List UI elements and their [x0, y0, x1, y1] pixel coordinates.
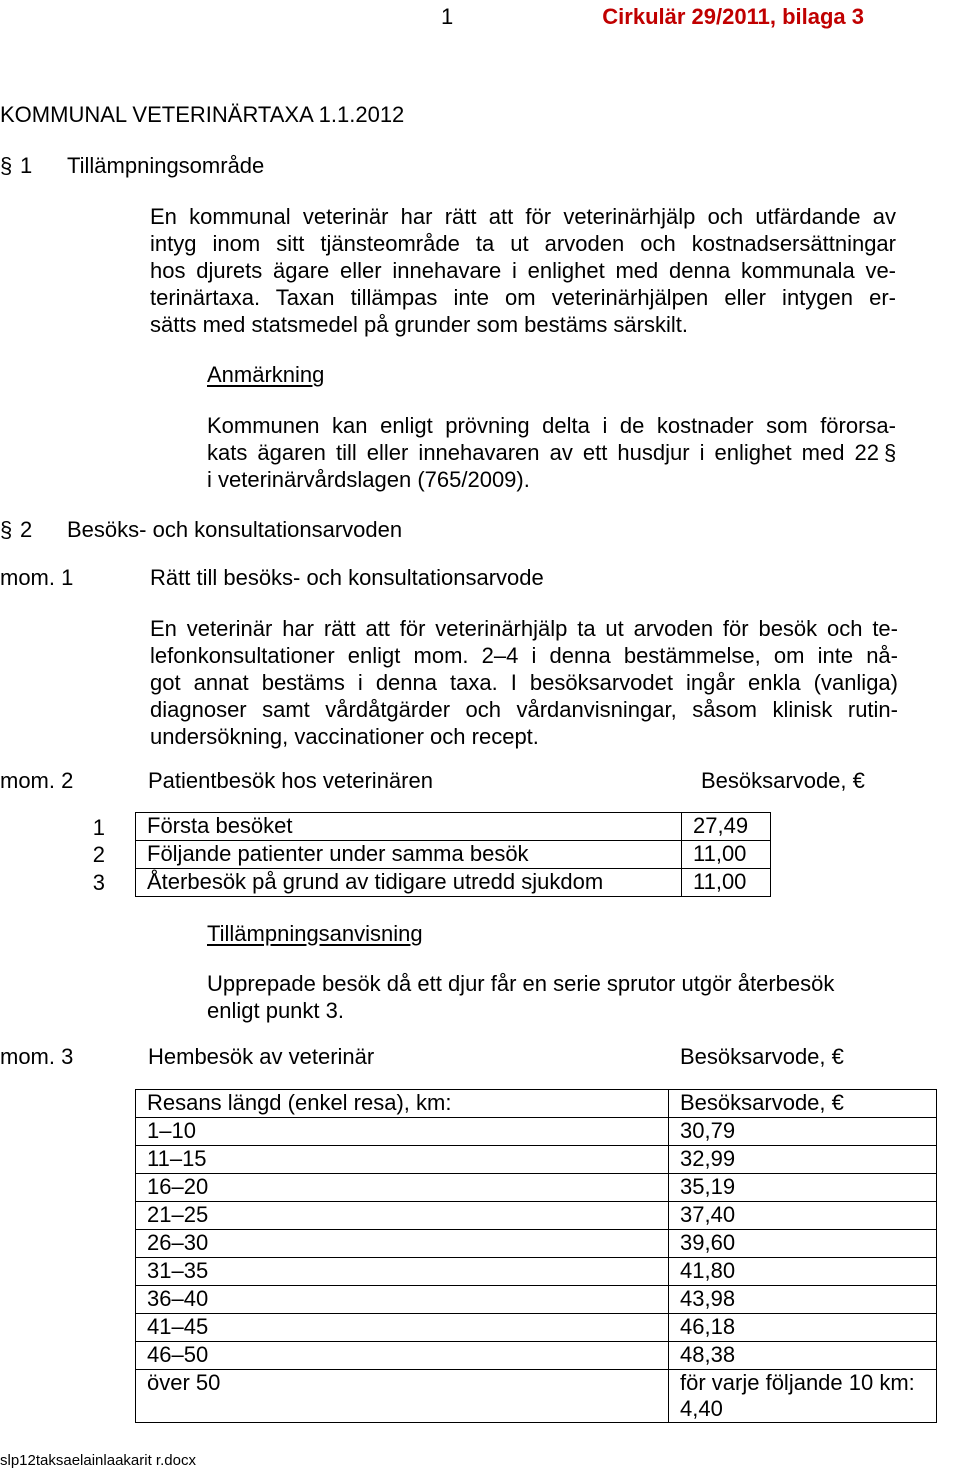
table-header-row: [136, 1090, 937, 1118]
table-cell-fee: 11,00: [682, 869, 771, 897]
table-row: [136, 1230, 937, 1258]
table-cell-fee: 32,99: [669, 1146, 937, 1174]
fee-note: för varje följande 10 km:: [680, 1370, 915, 1395]
paragraph-line: undersökning, vaccinationer och recept.: [150, 724, 539, 749]
table-cell-distance: 46–50: [136, 1342, 669, 1370]
table-cell-fee: 37,40: [669, 1202, 937, 1230]
table-row: [136, 1146, 937, 1174]
table-row: [136, 1174, 937, 1202]
table-cell-distance: 31–35: [136, 1258, 669, 1286]
section-1-number: 1: [20, 153, 33, 178]
table-cell-fee: 11,00: [682, 841, 771, 869]
table-cell-fee: 30,79: [669, 1118, 937, 1146]
note-line: Kommunen kan enligt prövning delta i de kostnader som förorsa-: [207, 413, 896, 438]
mom-3-title: Hembesök av veterinär: [148, 1044, 375, 1069]
paragraph-line: terinärtaxa. Taxan tillämpas inte om veterinärhjälpen eller intygen er-: [150, 285, 896, 310]
row-number: 1: [92, 815, 105, 840]
mom-2-label: mom. 2: [0, 768, 74, 793]
guidance-line: enligt punkt 3.: [207, 998, 344, 1023]
footer-filename: slp12taksaelainlaakarit r.docx: [0, 1452, 196, 1469]
table-cell-distance: 26–30: [136, 1230, 669, 1258]
table-cell-fee: [669, 1370, 937, 1423]
table-cell-fee: 41,80: [669, 1258, 937, 1286]
mom-3-fee-header: Besöksarvode, €: [680, 1044, 844, 1069]
paragraph-line: diagnoser samt vårdåtgärder och vårdanvisningar, såsom klinisk rutin-: [150, 697, 898, 722]
table-cell-distance: 41–45: [136, 1314, 669, 1342]
table-cell-distance: 36–40: [136, 1286, 669, 1314]
table-row: [136, 1202, 937, 1230]
paragraph-line: sätts med statsmedel på grunder som bestäms särskilt.: [150, 312, 688, 337]
table-cell-fee: 27,49: [682, 813, 771, 841]
row-number: 3: [92, 870, 105, 895]
table-header-distance: Resans längd (enkel resa), km:: [136, 1090, 669, 1118]
table-cell-distance: 11–15: [136, 1146, 669, 1174]
paragraph-line: hos djurets ägare eller innehavare i enlighet med denna kommunala ve-: [150, 258, 896, 283]
note-heading: Anmärkning: [207, 362, 325, 387]
paragraph-line: En veterinär har rätt att för veterinärhjälp ta ut arvoden för besök och te-: [150, 616, 898, 641]
table-cell-distance: 21–25: [136, 1202, 669, 1230]
mom-2-title: Patientbesök hos veterinären: [148, 768, 433, 793]
note-line: i veterinärvårdslagen (765/2009).: [207, 467, 530, 492]
table-row: [136, 1314, 937, 1342]
office-visit-fee-table: [135, 812, 771, 897]
table-row: [136, 1286, 937, 1314]
table-cell-distance: över 50: [136, 1370, 669, 1423]
page-number: 1: [441, 4, 454, 29]
mom-1-paragraph: [150, 615, 898, 750]
paragraph-line: lefonkonsultationer enligt mom. 2–4 i denna bestämmelse, om inte nå-: [150, 643, 898, 668]
table-cell-fee: 35,19: [669, 1174, 937, 1202]
table-row: [136, 1342, 937, 1370]
table-row: [136, 841, 771, 869]
section-sign: §: [0, 153, 13, 178]
table-cell-description: Första besöket: [136, 813, 682, 841]
guidance-line: Upprepade besök då ett djur får en serie sprutor utgör återbesök: [207, 971, 835, 996]
table-row: [136, 813, 771, 841]
section-2-title: Besöks- och konsultationsarvoden: [67, 517, 403, 542]
section-1-title: Tillämpningsområde: [67, 153, 265, 178]
mom-1-title: Rätt till besöks- och konsultationsarvode: [150, 565, 544, 590]
note-paragraph: [207, 412, 896, 493]
table-cell-fee: 43,98: [669, 1286, 937, 1314]
mom-3-label: mom. 3: [0, 1044, 74, 1069]
guidance-paragraph: [207, 970, 834, 1024]
section-1-heading: [0, 152, 12, 179]
table-cell-fee: 46,18: [669, 1314, 937, 1342]
table-row: [136, 1258, 937, 1286]
circular-reference: Cirkulär 29/2011, bilaga 3: [602, 4, 864, 29]
section-1-paragraph: [150, 203, 896, 338]
table-cell-description: Följande patienter under samma besök: [136, 841, 682, 869]
table-cell-distance: 16–20: [136, 1174, 669, 1202]
table-row: [136, 869, 771, 897]
section-2-sign: §: [0, 517, 13, 542]
home-visit-fee-table: [135, 1089, 937, 1423]
section-2-number: 2: [20, 517, 33, 542]
mom-1-label: mom. 1: [0, 565, 74, 590]
table-cell-distance: 1–10: [136, 1118, 669, 1146]
paragraph-line: En kommunal veterinär har rätt att för veterinärhjälp och utfärdande av: [150, 204, 896, 229]
paragraph-line: intyg inom sitt tjänsteområde ta ut arvoden och kostnadsersättningar: [150, 231, 896, 256]
table-row-last: [136, 1370, 937, 1423]
row-number: 2: [92, 842, 105, 867]
note-line: kats ägaren till eller innehavaren av ett husdjur i enlighet med 22: [207, 440, 879, 465]
table-cell-fee: 39,60: [669, 1230, 937, 1258]
fee-value: 4,40: [680, 1396, 723, 1421]
paragraph-line: got annat bestäms i denna taxa. I besöksarvodet ingår enkla (vanliga): [150, 670, 898, 695]
document-title: KOMMUNAL VETERINÄRTAXA 1.1.2012: [0, 102, 405, 127]
table-header-fee: Besöksarvode, €: [669, 1090, 937, 1118]
table-cell-fee: 48,38: [669, 1342, 937, 1370]
mom-2-fee-header: Besöksarvode, €: [701, 768, 865, 793]
table-row: [136, 1118, 937, 1146]
table-cell-description: Återbesök på grund av tidigare utredd sjukdom: [136, 869, 682, 897]
guidance-heading: Tillämpningsanvisning: [207, 921, 423, 946]
section-sign: §: [884, 440, 897, 465]
